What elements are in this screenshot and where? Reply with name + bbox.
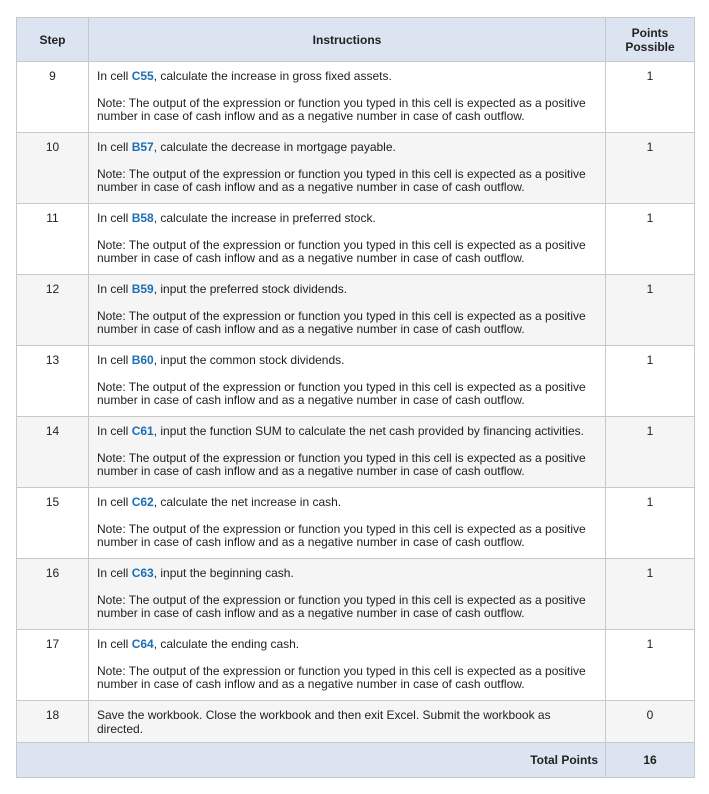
- instruction-line: [97, 424, 595, 438]
- instruction-text: , input the preferred stock dividends.: [153, 282, 348, 296]
- header-points-line1: Points: [631, 25, 669, 40]
- instruction-note: Note: The output of the expression or function you typed in this cell is expected as a positive number in case of cash inflow and as a negative number in case of cash outflow.: [97, 96, 586, 123]
- step-number: 16: [17, 559, 89, 630]
- instruction-line: [97, 69, 595, 83]
- header-points-line2: Possible: [625, 39, 675, 54]
- cell-reference: B58: [131, 211, 154, 225]
- table-row: [17, 275, 695, 346]
- step-instruction: [89, 417, 606, 488]
- cell-reference: C64: [131, 637, 154, 651]
- step-number: 13: [17, 346, 89, 417]
- table-row: [17, 630, 695, 701]
- header-row: [17, 18, 695, 62]
- header-step: Step: [17, 18, 89, 62]
- table-row: [17, 417, 695, 488]
- instruction-note: Note: The output of the expression or function you typed in this cell is expected as a positive number in case of cash inflow and as a negative number in case of cash outflow.: [97, 309, 586, 336]
- instruction-prefix: In cell: [97, 140, 132, 154]
- instruction-text: , input the function SUM to calculate the net cash provided by financing activities.: [153, 424, 584, 438]
- step-instruction: [89, 204, 606, 275]
- cell-reference: C61: [131, 424, 154, 438]
- instruction-note: Note: The output of the expression or function you typed in this cell is expected as a positive number in case of cash inflow and as a negative number in case of cash outflow.: [97, 522, 586, 549]
- instruction-line: [97, 353, 595, 367]
- header-instructions: Instructions: [89, 18, 606, 62]
- table-row: [17, 559, 695, 630]
- step-number: 14: [17, 417, 89, 488]
- instruction-prefix: In cell: [97, 282, 132, 296]
- instructions-table: [16, 17, 695, 778]
- step-points: 0: [606, 701, 695, 743]
- step-instruction: [89, 275, 606, 346]
- total-points-label: Total Points: [17, 743, 606, 778]
- step-number: 17: [17, 630, 89, 701]
- step-instruction: [89, 701, 606, 743]
- instruction-prefix: In cell: [97, 495, 132, 509]
- total-row: [17, 743, 695, 778]
- step-points: 1: [606, 630, 695, 701]
- instruction-text: , calculate the ending cash.: [153, 637, 300, 651]
- instruction-prefix: In cell: [97, 211, 132, 225]
- step-points: 1: [606, 62, 695, 133]
- cell-reference: B60: [131, 353, 154, 367]
- step-number: 11: [17, 204, 89, 275]
- instruction-note: Note: The output of the expression or function you typed in this cell is expected as a positive number in case of cash inflow and as a negative number in case of cash outflow.: [97, 167, 586, 194]
- step-points: 1: [606, 204, 695, 275]
- instruction-line: [97, 140, 595, 154]
- cell-reference: C62: [131, 495, 154, 509]
- instruction-text: Save the workbook. Close the workbook and then exit Excel. Submit the workbook as directed.: [97, 708, 551, 736]
- step-points: 1: [606, 346, 695, 417]
- header-points-possible: [606, 18, 695, 62]
- cell-reference: B59: [131, 282, 154, 296]
- instruction-line: [97, 566, 595, 580]
- step-points: 1: [606, 417, 695, 488]
- instruction-line: [97, 282, 595, 296]
- instruction-prefix: In cell: [97, 353, 132, 367]
- step-number: 18: [17, 701, 89, 743]
- table-row: [17, 62, 695, 133]
- instruction-note: Note: The output of the expression or function you typed in this cell is expected as a positive number in case of cash inflow and as a negative number in case of cash outflow.: [97, 664, 586, 691]
- step-instruction: [89, 630, 606, 701]
- instruction-line: [97, 211, 595, 225]
- step-number: 12: [17, 275, 89, 346]
- instruction-line: [97, 637, 595, 651]
- step-points: 1: [606, 275, 695, 346]
- step-instruction: [89, 488, 606, 559]
- step-number: 15: [17, 488, 89, 559]
- instruction-prefix: In cell: [97, 566, 132, 580]
- step-points: 1: [606, 133, 695, 204]
- step-number: 9: [17, 62, 89, 133]
- instruction-text: , calculate the increase in preferred stock.: [153, 211, 376, 225]
- instruction-text: , calculate the decrease in mortgage payable.: [153, 140, 396, 154]
- table-row: [17, 346, 695, 417]
- instruction-text: , input the beginning cash.: [153, 566, 294, 580]
- step-instruction: [89, 559, 606, 630]
- step-points: 1: [606, 488, 695, 559]
- instruction-prefix: In cell: [97, 424, 132, 438]
- step-instruction: [89, 133, 606, 204]
- step-number: 10: [17, 133, 89, 204]
- table-row: [17, 701, 695, 743]
- table-row: [17, 488, 695, 559]
- table-row: [17, 133, 695, 204]
- instruction-prefix: In cell: [97, 69, 132, 83]
- instruction-text: , calculate the increase in gross fixed assets.: [153, 69, 392, 83]
- total-points-value: 16: [606, 743, 695, 778]
- table-row: [17, 204, 695, 275]
- instruction-prefix: In cell: [97, 637, 132, 651]
- cell-reference: B57: [131, 140, 154, 154]
- cell-reference: C63: [131, 566, 154, 580]
- step-instruction: [89, 62, 606, 133]
- instruction-line: [97, 495, 595, 509]
- instruction-note: Note: The output of the expression or function you typed in this cell is expected as a positive number in case of cash inflow and as a negative number in case of cash outflow.: [97, 593, 586, 620]
- instruction-note: Note: The output of the expression or function you typed in this cell is expected as a positive number in case of cash inflow and as a negative number in case of cash outflow.: [97, 451, 586, 478]
- instruction-text: , input the common stock dividends.: [153, 353, 345, 367]
- instruction-text: , calculate the net increase in cash.: [153, 495, 342, 509]
- instruction-note: Note: The output of the expression or function you typed in this cell is expected as a positive number in case of cash inflow and as a negative number in case of cash outflow.: [97, 380, 586, 407]
- instruction-note: Note: The output of the expression or function you typed in this cell is expected as a positive number in case of cash inflow and as a negative number in case of cash outflow.: [97, 238, 586, 265]
- cell-reference: C55: [131, 69, 154, 83]
- step-instruction: [89, 346, 606, 417]
- step-points: 1: [606, 559, 695, 630]
